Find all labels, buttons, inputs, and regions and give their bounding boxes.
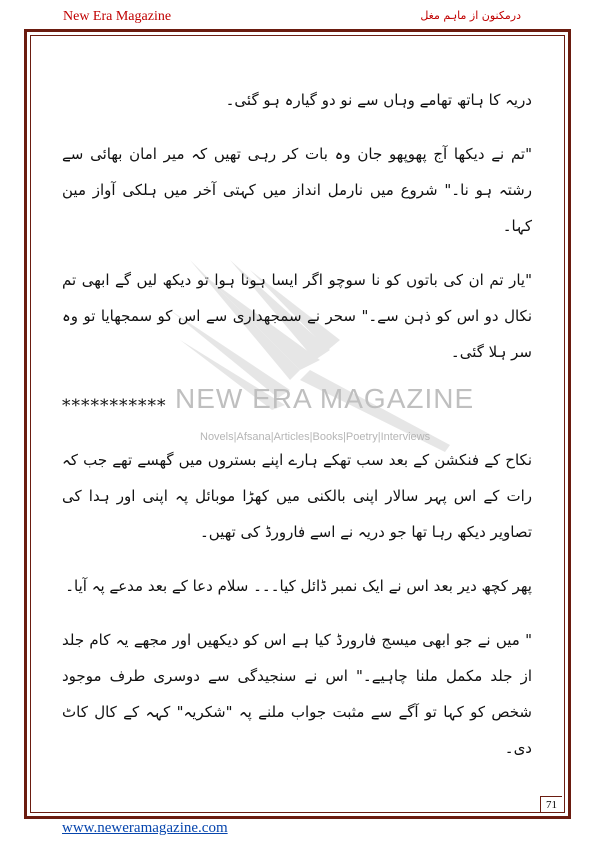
paragraph-4: نکاح کے فنکشن کے بعد سب تھکے ہارے اپنے بستروں میں گھسے تھے جب کہ رات کے اس پہر سالار اپنی بالکنی میں کھڑا موبائل پہ اپنی اور ہدا کی تصاویر دیکھ رہا تھا جو دریہ نے اسے فارورڈ کی تھیں۔ [62, 451, 532, 541]
footer-website-link[interactable]: www.neweramagazine.com [62, 820, 228, 836]
paragraph-1: دریہ کا ہاتھ تھامے وہاں سے نو دو گیارہ ہو گئی۔ [225, 91, 532, 109]
magazine-name: New Era Magazine [63, 9, 172, 24]
story-body [62, 82, 532, 784]
novel-title: درمکنون از ماہم مغل [420, 9, 521, 22]
paragraph-2: "تم نے دیکھا آج پھوپھو جان وہ بات کر رہی تھیں کہ میر امان بھائی سے رشتہ ہو نا۔" شروع میں نارمل انداز میں کہتی آخر میں ہلکی آواز مین کہا۔ [62, 145, 532, 235]
page-number: 71 [540, 796, 562, 813]
paragraph-3: "یار تم ان کی باتوں کو نا سوچو اگر ایسا ہونا ہوا تو دیکھ لیں گے ابھی تم نکال دو اس کو ذہن سے۔" سحر نے سمجھداری سے اس کو سمجھایا تو وہ سر ہلا گئی۔ [62, 271, 532, 361]
paragraph-6: " میں نے جو ابھی میسج فارورڈ کیا ہے اس کو دیکھیں اور مجھے یہ کام جلد از جلد مکمل ملنا چاہیے۔" اس نے سنجیدگی سے دوسری طرف موجود شخص کو کہا تو آگے سے مثبت جواب ملنے پہ "شکریہ" کہہ کے کال کاٹ دی۔ [62, 631, 532, 757]
watermark-subtitle: Novels|Afsana|Articles|Books|Poetry|Interviews [200, 431, 431, 443]
watermark-title: NEW ERA MAGAZINE [175, 383, 475, 414]
paragraph-5: پھر کچھ دیر بعد اس نے ایک نمبر ڈائل کیا۔۔۔ سلام دعا کے بعد مدعے پہ آیا۔ [65, 577, 532, 595]
section-divider: *********** [62, 396, 167, 416]
